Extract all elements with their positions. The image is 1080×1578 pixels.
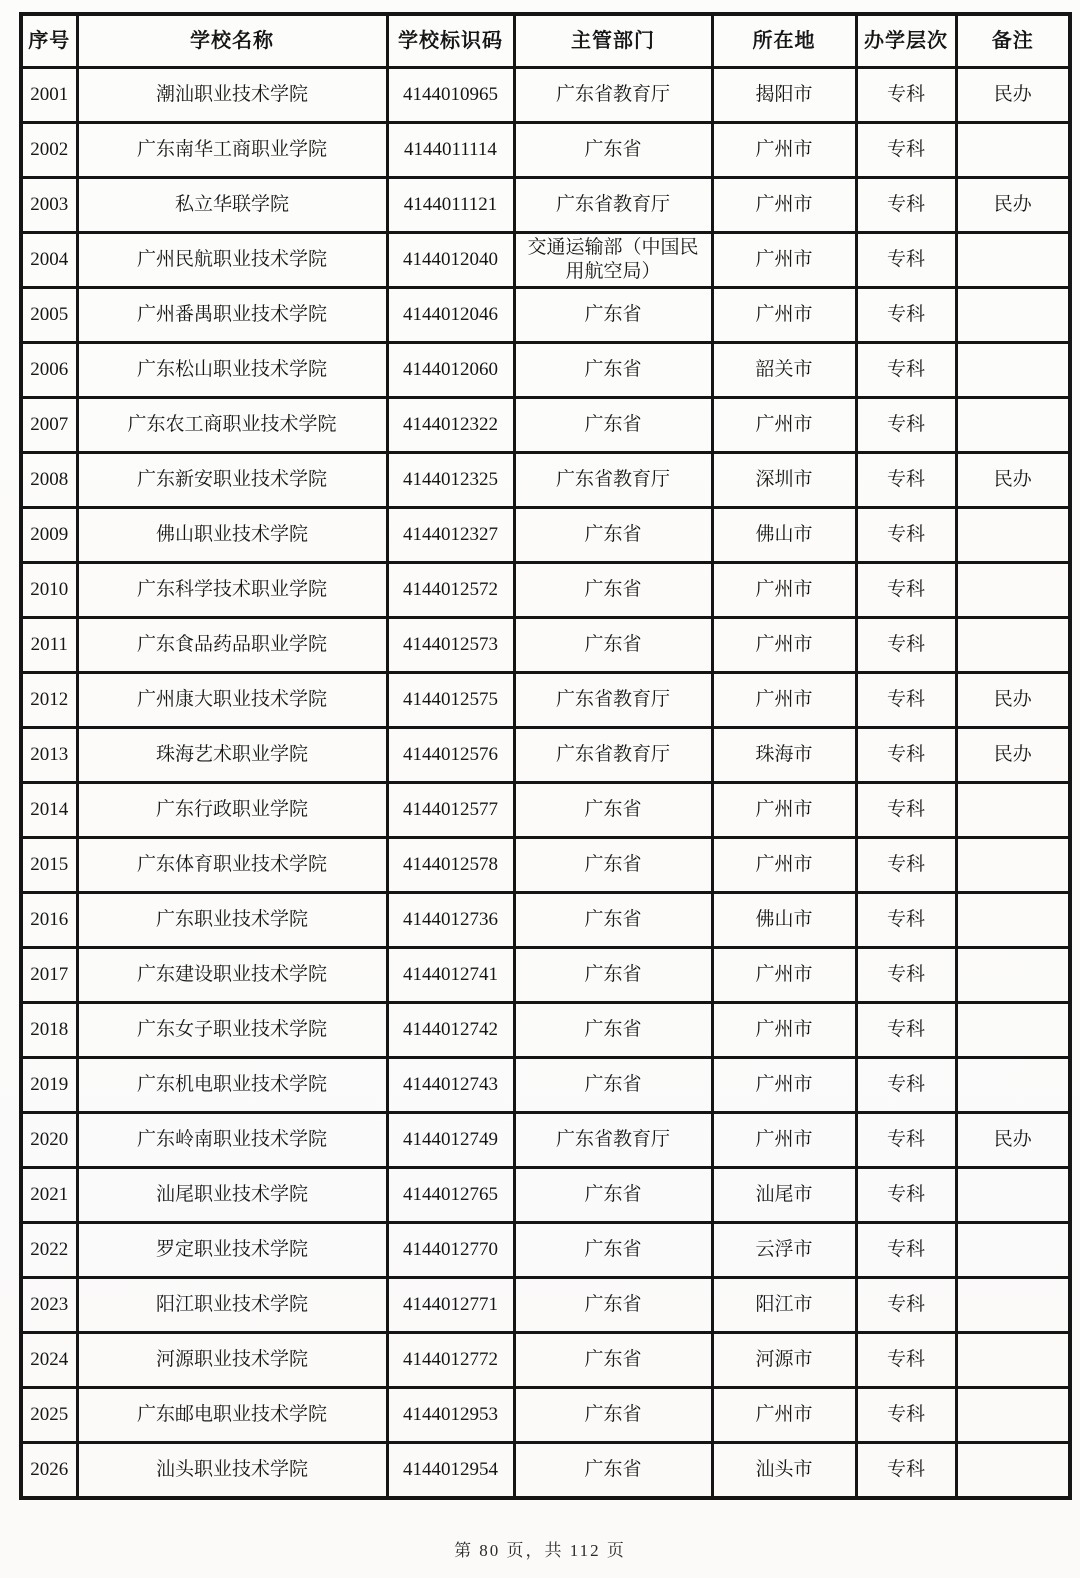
cell-city: 广州市: [712, 398, 856, 453]
table-row: [21, 1113, 1070, 1168]
cell-city: 广州市: [712, 673, 856, 728]
cell-name: 河源职业技术学院: [77, 1333, 387, 1388]
cell-no: 2008: [21, 453, 77, 508]
cell-dept: 广东省: [514, 398, 712, 453]
header-cell-remark: 备注: [956, 14, 1070, 68]
cell-level: 专科: [856, 783, 956, 838]
cell-name: 广东农工商职业技术学院: [77, 398, 387, 453]
cell-dept: 广东省: [514, 893, 712, 948]
cell-level: 专科: [856, 508, 956, 563]
cell-dept: 广东省: [514, 123, 712, 178]
header-cell-code: 学校标识码: [387, 14, 514, 68]
cell-city: 广州市: [712, 1388, 856, 1443]
cell-name: 广东职业技术学院: [77, 893, 387, 948]
cell-name: 广东岭南职业技术学院: [77, 1113, 387, 1168]
cell-city: 阳江市: [712, 1278, 856, 1333]
cell-name: 罗定职业技术学院: [77, 1223, 387, 1278]
cell-no: 2014: [21, 783, 77, 838]
cell-name: 广东建设职业技术学院: [77, 948, 387, 1003]
cell-no: 2016: [21, 893, 77, 948]
cell-name: 佛山职业技术学院: [77, 508, 387, 563]
cell-city: 广州市: [712, 563, 856, 618]
cell-code: 4144012046: [387, 288, 514, 343]
cell-dept: 交通运输部（中国民用航空局）: [514, 233, 712, 288]
cell-city: 韶关市: [712, 343, 856, 398]
table-row: [21, 1003, 1070, 1058]
cell-remark: [956, 1278, 1070, 1333]
cell-city: 广州市: [712, 1003, 856, 1058]
cell-dept: 广东省: [514, 1058, 712, 1113]
cell-name: 广州番禺职业技术学院: [77, 288, 387, 343]
cell-level: 专科: [856, 1388, 956, 1443]
cell-no: 2023: [21, 1278, 77, 1333]
cell-code: 4144012575: [387, 673, 514, 728]
cell-remark: [956, 618, 1070, 673]
cell-remark: [956, 508, 1070, 563]
cell-no: 2021: [21, 1168, 77, 1223]
cell-level: 专科: [856, 948, 956, 1003]
table-row: [21, 1333, 1070, 1388]
cell-remark: [956, 1058, 1070, 1113]
cell-dept: 广东省: [514, 618, 712, 673]
cell-code: 4144012576: [387, 728, 514, 783]
cell-no: 2007: [21, 398, 77, 453]
cell-remark: 民办: [956, 453, 1070, 508]
cell-remark: 民办: [956, 178, 1070, 233]
cell-no: 2004: [21, 233, 77, 288]
table-row: [21, 893, 1070, 948]
table-row: [21, 68, 1070, 123]
table-row: [21, 1443, 1070, 1499]
cell-level: 专科: [856, 453, 956, 508]
cell-dept: 广东省: [514, 288, 712, 343]
cell-city: 深圳市: [712, 453, 856, 508]
cell-no: 2001: [21, 68, 77, 123]
cell-no: 2018: [21, 1003, 77, 1058]
table-row: [21, 838, 1070, 893]
cell-level: 专科: [856, 178, 956, 233]
cell-no: 2009: [21, 508, 77, 563]
cell-city: 汕头市: [712, 1443, 856, 1499]
cell-no: 2026: [21, 1443, 77, 1499]
cell-name: 广东新安职业技术学院: [77, 453, 387, 508]
cell-remark: [956, 288, 1070, 343]
cell-remark: [956, 1443, 1070, 1499]
cell-name: 广东机电职业技术学院: [77, 1058, 387, 1113]
cell-level: 专科: [856, 1443, 956, 1499]
cell-name: 潮汕职业技术学院: [77, 68, 387, 123]
cell-name: 私立华联学院: [77, 178, 387, 233]
cell-name: 汕头职业技术学院: [77, 1443, 387, 1499]
cell-name: 广东体育职业技术学院: [77, 838, 387, 893]
cell-no: 2003: [21, 178, 77, 233]
cell-no: 2020: [21, 1113, 77, 1168]
cell-city: 珠海市: [712, 728, 856, 783]
cell-code: 4144012742: [387, 1003, 514, 1058]
cell-name: 广东女子职业技术学院: [77, 1003, 387, 1058]
cell-code: 4144012770: [387, 1223, 514, 1278]
cell-dept: 广东省: [514, 1168, 712, 1223]
cell-code: 4144012572: [387, 563, 514, 618]
cell-name: 阳江职业技术学院: [77, 1278, 387, 1333]
cell-level: 专科: [856, 728, 956, 783]
cell-level: 专科: [856, 563, 956, 618]
cell-city: 广州市: [712, 233, 856, 288]
cell-city: 广州市: [712, 1113, 856, 1168]
cell-no: 2012: [21, 673, 77, 728]
table-row: [21, 1058, 1070, 1113]
cell-code: 4144012325: [387, 453, 514, 508]
cell-no: 2006: [21, 343, 77, 398]
table-row: [21, 178, 1070, 233]
cell-remark: [956, 398, 1070, 453]
cell-dept: 广东省: [514, 1003, 712, 1058]
cell-remark: 民办: [956, 68, 1070, 123]
header-cell-level: 办学层次: [856, 14, 956, 68]
cell-remark: [956, 948, 1070, 1003]
cell-name: 广东南华工商职业学院: [77, 123, 387, 178]
table-row: [21, 1223, 1070, 1278]
cell-dept: 广东省: [514, 1223, 712, 1278]
table-row: [21, 288, 1070, 343]
cell-dept: 广东省: [514, 563, 712, 618]
table-row: [21, 673, 1070, 728]
cell-level: 专科: [856, 1278, 956, 1333]
cell-remark: 民办: [956, 673, 1070, 728]
cell-no: 2010: [21, 563, 77, 618]
cell-name: 广东科学技术职业学院: [77, 563, 387, 618]
cell-remark: [956, 343, 1070, 398]
cell-code: 4144012741: [387, 948, 514, 1003]
cell-name: 广东松山职业技术学院: [77, 343, 387, 398]
cell-remark: [956, 1333, 1070, 1388]
cell-dept: 广东省: [514, 1278, 712, 1333]
cell-level: 专科: [856, 1333, 956, 1388]
cell-dept: 广东省教育厅: [514, 453, 712, 508]
schools-table: [19, 12, 1072, 1500]
cell-code: 4144011121: [387, 178, 514, 233]
cell-remark: [956, 893, 1070, 948]
cell-level: 专科: [856, 1003, 956, 1058]
cell-dept: 广东省教育厅: [514, 673, 712, 728]
cell-no: 2005: [21, 288, 77, 343]
table-row: [21, 618, 1070, 673]
cell-code: 4144012953: [387, 1388, 514, 1443]
cell-code: 4144012736: [387, 893, 514, 948]
cell-city: 广州市: [712, 838, 856, 893]
cell-level: 专科: [856, 68, 956, 123]
cell-level: 专科: [856, 618, 956, 673]
table-row: [21, 398, 1070, 453]
cell-level: 专科: [856, 233, 956, 288]
table-row: [21, 453, 1070, 508]
cell-level: 专科: [856, 288, 956, 343]
cell-no: 2017: [21, 948, 77, 1003]
table-row: [21, 508, 1070, 563]
cell-city: 揭阳市: [712, 68, 856, 123]
cell-name: 广州康大职业技术学院: [77, 673, 387, 728]
table-row: [21, 728, 1070, 783]
cell-level: 专科: [856, 1223, 956, 1278]
cell-city: 广州市: [712, 783, 856, 838]
header-cell-dept: 主管部门: [514, 14, 712, 68]
cell-code: 4144012327: [387, 508, 514, 563]
cell-dept: 广东省: [514, 1443, 712, 1499]
cell-dept: 广东省教育厅: [514, 728, 712, 783]
cell-remark: 民办: [956, 1113, 1070, 1168]
cell-remark: [956, 123, 1070, 178]
cell-no: 2011: [21, 618, 77, 673]
header-cell-no: 序号: [21, 14, 77, 68]
cell-remark: [956, 783, 1070, 838]
cell-dept: 广东省教育厅: [514, 1113, 712, 1168]
cell-city: 广州市: [712, 123, 856, 178]
cell-code: 4144012577: [387, 783, 514, 838]
table-row: [21, 1278, 1070, 1333]
cell-remark: [956, 1168, 1070, 1223]
table-row: [21, 948, 1070, 1003]
cell-level: 专科: [856, 673, 956, 728]
table-row: [21, 233, 1070, 288]
cell-name: 汕尾职业技术学院: [77, 1168, 387, 1223]
cell-name: 广东行政职业学院: [77, 783, 387, 838]
cell-code: 4144012573: [387, 618, 514, 673]
cell-no: 2022: [21, 1223, 77, 1278]
cell-dept: 广东省: [514, 838, 712, 893]
cell-code: 4144012765: [387, 1168, 514, 1223]
cell-city: 汕尾市: [712, 1168, 856, 1223]
cell-no: 2015: [21, 838, 77, 893]
cell-dept: 广东省: [514, 1333, 712, 1388]
cell-remark: [956, 233, 1070, 288]
page-number-footer: 第 80 页，共 112 页: [454, 1541, 626, 1560]
cell-no: 2024: [21, 1333, 77, 1388]
cell-code: 4144012060: [387, 343, 514, 398]
cell-no: 2002: [21, 123, 77, 178]
cell-dept: 广东省教育厅: [514, 178, 712, 233]
cell-no: 2013: [21, 728, 77, 783]
cell-no: 2019: [21, 1058, 77, 1113]
cell-remark: [956, 1003, 1070, 1058]
cell-level: 专科: [856, 838, 956, 893]
cell-name: 广东邮电职业技术学院: [77, 1388, 387, 1443]
cell-remark: [956, 1388, 1070, 1443]
cell-city: 佛山市: [712, 508, 856, 563]
table-row: [21, 1388, 1070, 1443]
cell-dept: 广东省教育厅: [514, 68, 712, 123]
cell-level: 专科: [856, 1113, 956, 1168]
cell-code: 4144010965: [387, 68, 514, 123]
cell-no: 2025: [21, 1388, 77, 1443]
cell-name: 广州民航职业技术学院: [77, 233, 387, 288]
cell-code: 4144012743: [387, 1058, 514, 1113]
cell-dept: 广东省: [514, 948, 712, 1003]
table-row: [21, 783, 1070, 838]
cell-code: 4144012772: [387, 1333, 514, 1388]
header-row: [21, 14, 1070, 68]
table-row: [21, 563, 1070, 618]
cell-code: 4144012771: [387, 1278, 514, 1333]
cell-code: 4144012322: [387, 398, 514, 453]
cell-dept: 广东省: [514, 508, 712, 563]
cell-dept: 广东省: [514, 783, 712, 838]
cell-code: 4144012749: [387, 1113, 514, 1168]
cell-remark: [956, 1223, 1070, 1278]
cell-city: 云浮市: [712, 1223, 856, 1278]
table-row: [21, 123, 1070, 178]
cell-code: 4144012954: [387, 1443, 514, 1499]
cell-name: 珠海艺术职业学院: [77, 728, 387, 783]
cell-level: 专科: [856, 398, 956, 453]
cell-remark: [956, 838, 1070, 893]
table-body: [21, 68, 1070, 1499]
cell-city: 广州市: [712, 288, 856, 343]
table-row: [21, 1168, 1070, 1223]
cell-code: 4144012040: [387, 233, 514, 288]
cell-code: 4144011114: [387, 123, 514, 178]
cell-city: 广州市: [712, 948, 856, 1003]
cell-level: 专科: [856, 893, 956, 948]
cell-remark: 民办: [956, 728, 1070, 783]
cell-city: 河源市: [712, 1333, 856, 1388]
table-row: [21, 343, 1070, 398]
cell-level: 专科: [856, 1168, 956, 1223]
cell-city: 广州市: [712, 618, 856, 673]
cell-city: 佛山市: [712, 893, 856, 948]
header-cell-city: 所在地: [712, 14, 856, 68]
cell-dept: 广东省: [514, 1388, 712, 1443]
cell-code: 4144012578: [387, 838, 514, 893]
cell-city: 广州市: [712, 178, 856, 233]
header-cell-name: 学校名称: [77, 14, 387, 68]
cell-name: 广东食品药品职业学院: [77, 618, 387, 673]
cell-level: 专科: [856, 343, 956, 398]
cell-city: 广州市: [712, 1058, 856, 1113]
cell-level: 专科: [856, 123, 956, 178]
cell-dept: 广东省: [514, 343, 712, 398]
cell-remark: [956, 563, 1070, 618]
cell-level: 专科: [856, 1058, 956, 1113]
